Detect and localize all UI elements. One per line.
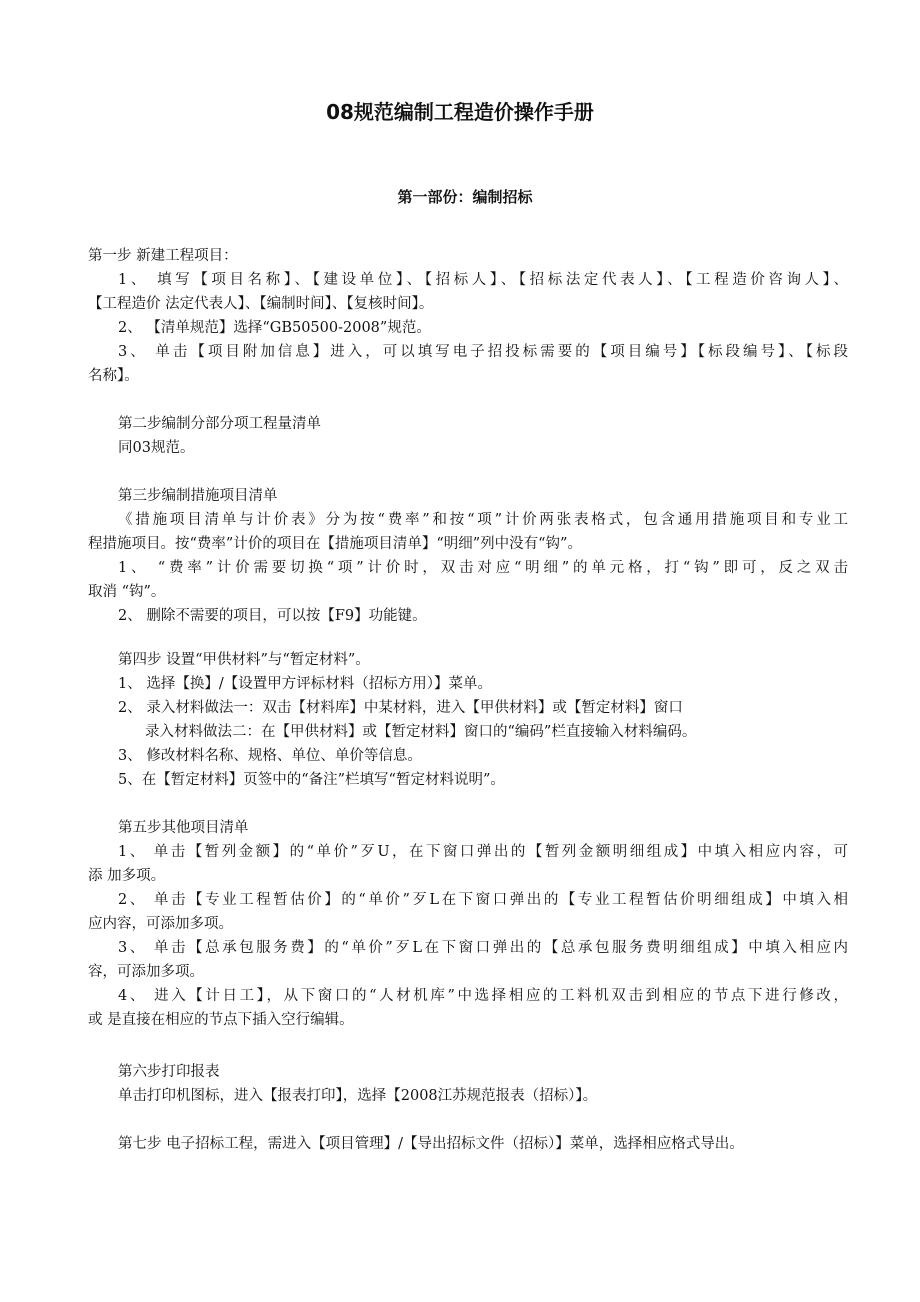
- document-title: 08规范编制工程造价操作手册: [326, 100, 594, 124]
- text-line: 单击打印机图标，进入【报表打印】，选择【2008江苏规范报表（招标）】。: [118, 1088, 598, 1104]
- text-line: 程措施项目。按“费率”计价的项目在【措施项目清单】“明细”列中没有“钩”。: [88, 536, 582, 552]
- text-line: 1、 “费率”计价需要切换“项”计价时，双击对应“明细”的单元格，打“钩”即可，反之双击: [118, 560, 848, 576]
- text-line: 第四步 设置“甲供材料”与“暂定材料”。: [118, 652, 370, 668]
- text-line: 取消 “钩”。: [88, 584, 166, 600]
- text-line: 第一步 新建工程项目：: [88, 248, 238, 264]
- text-line: 3、 单击【项目附加信息】进入，可以填写电子招投标需要的【项目编号】【标段编号】、【标段: [118, 344, 848, 360]
- text-line: 第六步打印报表: [118, 1064, 220, 1080]
- text-line: 名称】。: [88, 368, 139, 384]
- text-line: 录入材料做法二：在【甲供材料】或【暂定材料】窗口的“编码”栏直接输入材料编码。: [145, 724, 697, 740]
- text-line: 第五步其他项目清单: [118, 820, 249, 836]
- text-line: 2、 【清单规范】选择“GB50500-2008”规范。: [118, 320, 431, 336]
- text-line: 第三步编制措施项目清单: [118, 488, 278, 504]
- section-heading: 第一部份：编制招标: [397, 188, 533, 206]
- text-line: 1、 单击【暂列金额】的“单价”歹U，在下窗口弹出的【暂列金额明细组成】中填入相应内容，可: [118, 844, 848, 860]
- text-line: 应内容，可添加多项。: [88, 916, 233, 932]
- text-line: 1、 选择【换】/【设置甲方评标材料（招标方用）】菜单。: [118, 676, 492, 692]
- text-line: 1、 填写【项目名称】、【建设单位】、【招标人】、【招标法定代表人】、【工程造价咨询人】、: [118, 272, 848, 288]
- text-line: 5、在【暂定材料】页签中的“备注”栏填写“暂定材料说明”。: [118, 772, 505, 788]
- text-line: 或 是直接在相应的节点下插入空行编辑。: [88, 1012, 354, 1028]
- text-line: 2、 单击【专业工程暂估价】的“单价”歹L在下窗口弹出的【专业工程暂估价明细组成】中填入相: [118, 892, 848, 908]
- text-line: 第二步编制分部分项工程量清单: [118, 416, 321, 432]
- text-line: 第七步 电子招标工程，需进入【项目管理】/【导出招标文件（招标）】菜单，选择相应格式导出。: [118, 1136, 744, 1152]
- text-line: 3、 单击【总承包服务费】的“单价”歹L在下窗口弹出的【总承包服务费明细组成】中填入相应内: [118, 940, 848, 956]
- text-line: 4、 进入【计日工】，从下窗口的“人材机库”中选择相应的工料机双击到相应的节点下进行修改，: [118, 988, 848, 1004]
- text-line: 2、 录入材料做法一：双击【材料库】中某材料，进入【甲供材料】或【暂定材料】窗口: [118, 700, 683, 716]
- text-line: 【工程造价 法定代表人】、【编制时间】、【复核时间】。: [88, 296, 434, 312]
- text-line: 同03规范。: [118, 440, 195, 456]
- text-line: 2、 删除不需要的项目，可以按【F9】功能键。: [118, 608, 427, 624]
- text-line: 添 加多项。: [88, 868, 166, 884]
- text-line: 3、 修改材料名称、规格、单位、单价等信息。: [118, 748, 422, 764]
- text-line: 《措施项目清单与计价表》分为按“费率”和按“项”计价两张表格式，包含通用措施项目和专业工: [118, 512, 848, 528]
- text-line: 容，可添加多项。: [88, 964, 204, 980]
